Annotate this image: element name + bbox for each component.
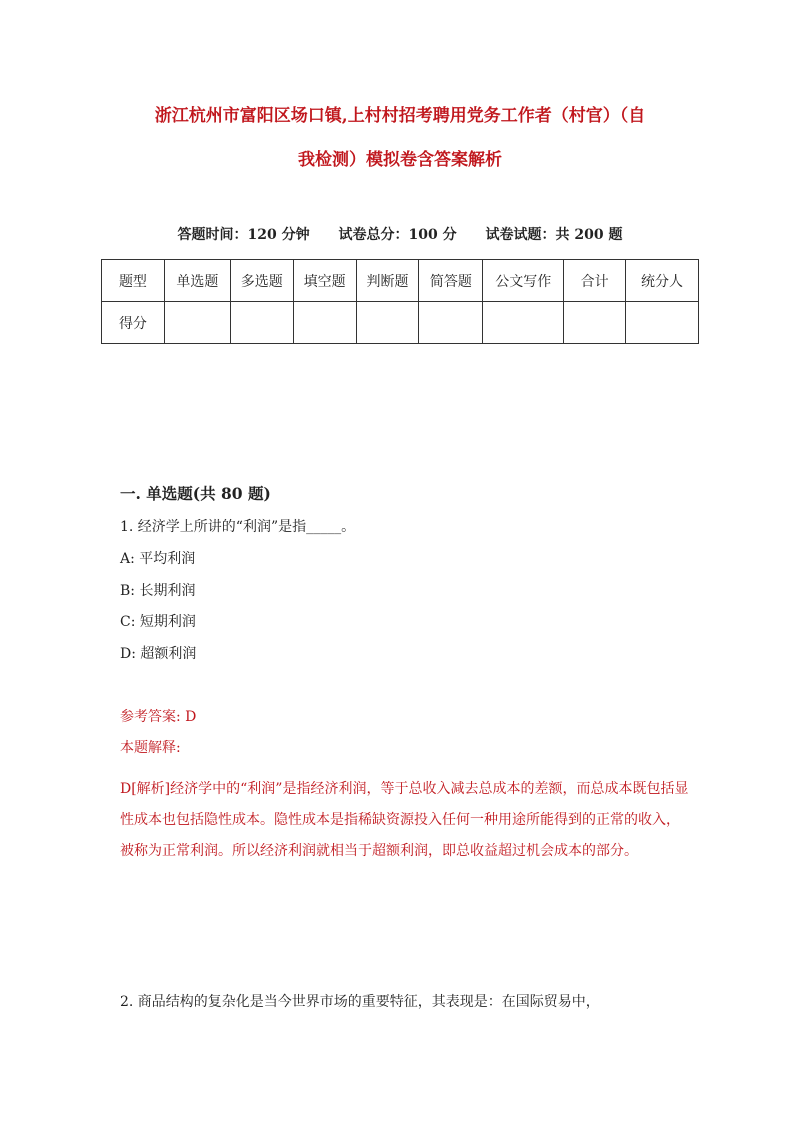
question-1-option-b: B: 长期利润 [120,583,196,599]
exam-question-count: 试卷试题：共 200 题 [485,227,623,243]
score-table-header-cell: 填空题 [293,260,356,302]
score-table-header-cell: 统分人 [626,260,699,302]
question-1-answer: 参考答案: D [120,709,197,725]
document-title-line-1: 浙江杭州市富阳区场口镇,上村村招考聘用党务工作者（村官）（自 [154,106,646,126]
question-1-option-d: D: 超额利润 [120,646,197,662]
score-cell [293,302,356,344]
score-table-header-cell: 合计 [564,260,626,302]
question-1-option-a: A: 平均利润 [120,551,196,567]
score-cell [356,302,419,344]
score-cell [626,302,699,344]
question-1-option-c: C: 短期利润 [120,614,196,630]
score-cell [483,302,564,344]
score-table-header-cell: 多选题 [230,260,293,302]
exam-total-score: 试卷总分：100 分 [338,227,457,243]
exam-time: 答题时间：120 分钟 [177,227,310,243]
score-cell [164,302,230,344]
score-cell [419,302,483,344]
score-cell [230,302,293,344]
exam-meta [100,224,700,244]
score-table-header-cell: 简答题 [419,260,483,302]
score-table [101,259,699,344]
score-table-header-cell: 题型 [102,260,165,302]
score-table-header-cell: 单选题 [164,260,230,302]
document-title-line-2: 我检测）模拟卷含答案解析 [298,150,502,170]
question-1-stem: 1. 经济学上所讲的“利润”是指_____。 [120,519,356,535]
score-cell [564,302,626,344]
section-heading: 一. 单选题(共 80 题) [120,484,271,503]
score-table-header-cell: 判断题 [356,260,419,302]
score-table-header-row [102,260,699,302]
score-table-header-cell: 公文写作 [483,260,564,302]
score-row-label: 得分 [102,302,165,344]
question-2-stem: 2. 商品结构的复杂化是当今世界市场的重要特征，其表现是：在国际贸易中， [120,994,600,1010]
question-1-explanation: D[解析]经济学中的“利润”是指经济利润，等于总收入减去总成本的差额，而总成本既包括显性成本也包括隐性成本。隐性成本是指稀缺资源投入任何一种用途所能得到的正常的收入，被称为正常利润。所以经济利润就相当于超额利润，即总收益超过机会成本的部分。 [120,781,689,859]
question-1-explanation-label: 本题解释: [120,740,181,756]
score-table-score-row [102,302,699,344]
